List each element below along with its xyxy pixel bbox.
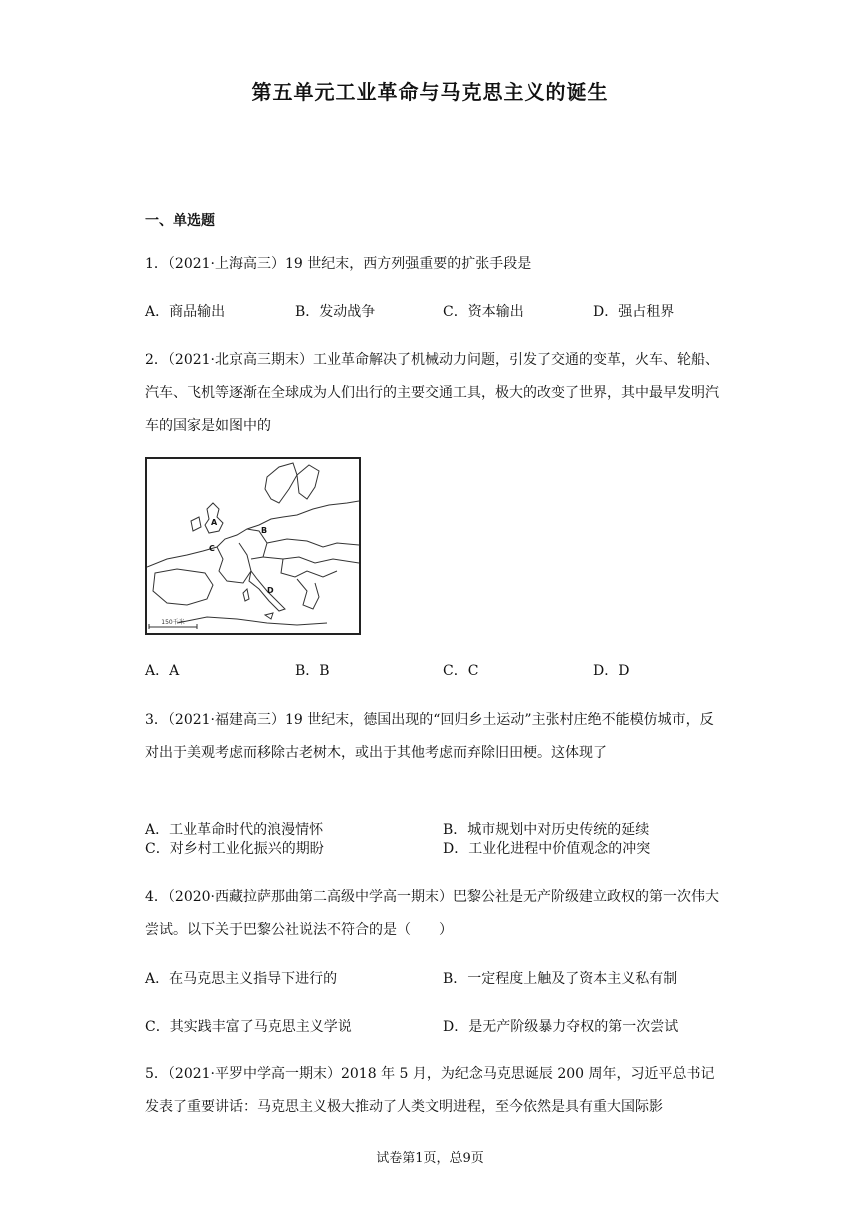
option-b: B．B xyxy=(295,663,330,679)
balkan-border xyxy=(281,559,337,577)
question-2: 2．（2021·北京高三期末）工业革命解决了机械动力问题，引发了交通的变革，火车、轮船、汽车、飞机等逐渐在全球成为人们出行的主要交通工具，极大的改变了世界，其中最早发明汽车的国家是如图中的 xyxy=(145,352,719,434)
question-1-options xyxy=(145,301,720,325)
map-label-c: C xyxy=(209,544,215,553)
question-3-options-row-2 xyxy=(145,838,720,862)
option-c: C．对乡村工业化振兴的期盼 xyxy=(145,841,324,857)
iberia-outline xyxy=(153,569,213,605)
finland-outline xyxy=(297,465,319,499)
section-heading: 一、单选题 xyxy=(145,213,215,229)
map-label-b: B xyxy=(261,526,268,535)
map-scale-label: 150千米 xyxy=(161,619,185,626)
option-a: A．A xyxy=(145,663,180,679)
page-footer: 试卷第1页，总9页 xyxy=(376,1151,484,1166)
option-b: B．发动战争 xyxy=(295,304,376,320)
central-border xyxy=(263,557,359,563)
page-title: 第五单元工业革命与马克思主义的诞生 xyxy=(251,80,609,104)
option-b: B．城市规划中对历史传统的延续 xyxy=(443,822,650,838)
map-label-d: D xyxy=(267,586,274,595)
scandinavia-outline xyxy=(265,463,297,503)
question-3: 3．（2021·福建高三）19 世纪末，德国出现的“回归乡土运动”主张村庄绝不能模仿城市，反对出于美观考虑而移除古老树木，或出于其他考虑而弃除旧田梗。这体现了 xyxy=(145,712,714,761)
option-d: D．D xyxy=(593,663,630,679)
greece-outline xyxy=(297,579,319,609)
option-c: C．资本输出 xyxy=(443,304,524,320)
option-a: A．工业革命时代的浪漫情怀 xyxy=(145,822,324,838)
coastline-north xyxy=(147,501,359,567)
question-5: 5．（2021·平罗中学高一期末）2018 年 5 月，为纪念马克思诞辰 200 周年，习近平总书记发表了重要讲话：马克思主义极大推动了人类文明进程，至今依然是具有重大国际影 xyxy=(145,1066,715,1115)
map-label-a: A xyxy=(211,518,218,527)
option-d: D．是无产阶级暴力夺权的第一次尝试 xyxy=(443,1019,679,1035)
east-border xyxy=(267,539,359,547)
option-c: C．C xyxy=(443,663,479,679)
option-a: A．商品输出 xyxy=(145,304,226,320)
question-4-options-row-1 xyxy=(145,968,720,992)
question-4-options-row-2 xyxy=(145,1016,720,1040)
option-c: C．其实践丰富了马克思主义学说 xyxy=(145,1019,352,1035)
option-d: D．强占租界 xyxy=(593,304,675,320)
question-4: 4．（2020·西藏拉萨那曲第二高级中学高一期末）巴黎公社是无产阶级建立政权的第一次伟大尝试。以下关于巴黎公社说法不符合的是（ ） xyxy=(145,889,719,938)
option-a: A．在马克思主义指导下进行的 xyxy=(145,971,338,987)
europe-map-figure xyxy=(145,457,361,635)
sicily-outline xyxy=(265,613,273,619)
ireland-outline xyxy=(191,517,201,531)
question-2-options xyxy=(145,660,720,684)
europe-map-drawing xyxy=(147,459,359,633)
option-d: D．工业化进程中价值观念的冲突 xyxy=(443,841,651,857)
option-b: B．一定程度上触及了资本主义私有制 xyxy=(443,971,678,987)
france-outline xyxy=(217,543,251,583)
corsica-outline xyxy=(243,589,249,601)
question-1: 1．（2021·上海高三）19 世纪末，西方列强重要的扩张手段是 xyxy=(145,256,532,272)
map-scale-bar xyxy=(149,618,197,629)
north-africa-coast xyxy=(177,617,327,625)
